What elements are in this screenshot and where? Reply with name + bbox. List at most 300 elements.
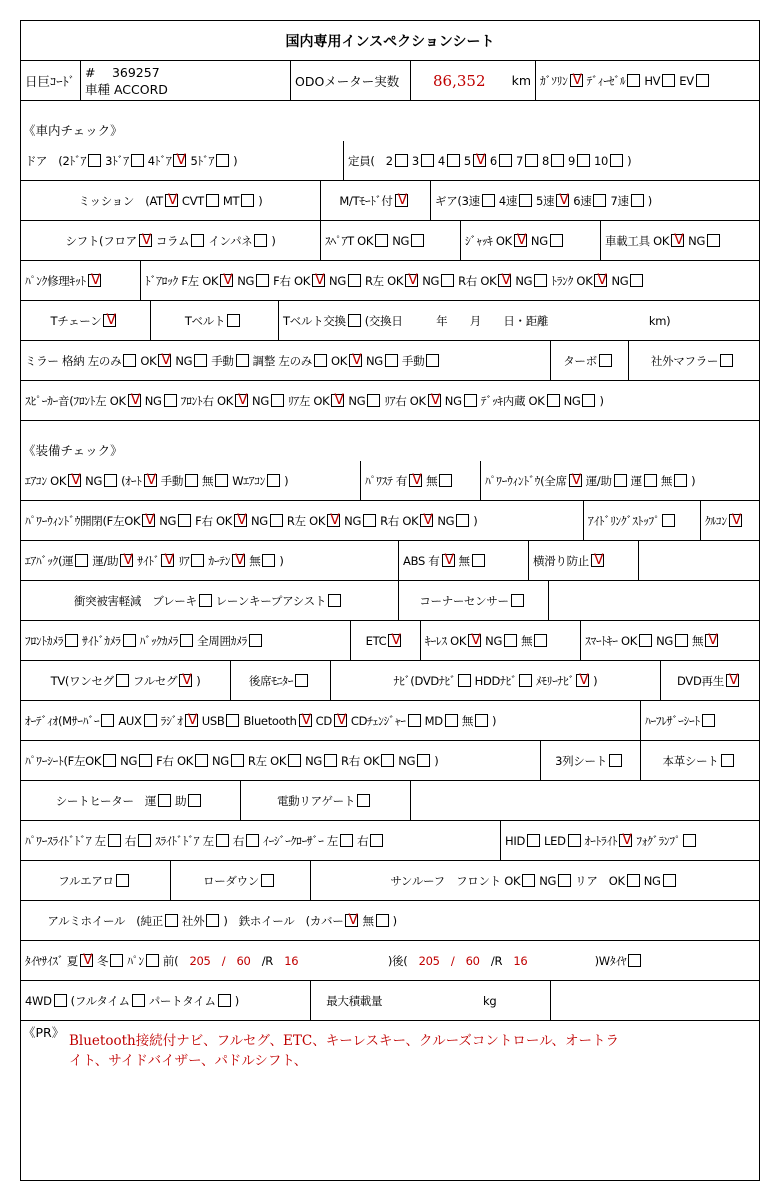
checkbox[interactable] xyxy=(357,794,370,807)
checkbox[interactable] xyxy=(628,954,641,967)
checkbox[interactable] xyxy=(421,154,434,167)
field-label: 8 xyxy=(541,153,549,168)
checkbox[interactable] xyxy=(270,514,283,527)
checkbox[interactable] xyxy=(630,274,643,287)
checkbox[interactable] xyxy=(104,474,117,487)
checkbox[interactable] xyxy=(206,194,219,207)
form-cell xyxy=(21,141,344,180)
checkbox[interactable] xyxy=(522,874,535,887)
checkbox[interactable] xyxy=(534,274,547,287)
field-label: 無 xyxy=(521,633,533,648)
checkbox[interactable] xyxy=(173,154,186,167)
form-cell xyxy=(421,621,581,660)
field-label: NG xyxy=(366,353,383,368)
checkbox[interactable] xyxy=(185,474,198,487)
field-label: ﾒﾓﾘｰﾅﾋﾞ xyxy=(535,673,575,688)
checkbox[interactable] xyxy=(179,674,192,687)
field-label: ) xyxy=(473,513,478,528)
checkbox[interactable] xyxy=(161,554,174,567)
checkbox[interactable] xyxy=(256,274,269,287)
field-label: AUX xyxy=(118,713,142,728)
form-row xyxy=(21,261,759,301)
form-cell xyxy=(21,981,311,1020)
checkbox[interactable] xyxy=(271,394,284,407)
checkbox[interactable] xyxy=(675,634,688,647)
field-label: NG xyxy=(237,273,255,288)
field-label: ﾊｰﾌﾚｻﾞｰｼｰﾄ xyxy=(645,713,700,728)
checkbox[interactable] xyxy=(499,154,512,167)
field-label: ﾌｫｸﾞﾗﾝﾌﾟ xyxy=(636,833,681,848)
checkbox[interactable] xyxy=(139,754,152,767)
field-label: R左 OK xyxy=(286,513,326,528)
field-label: フルエアロ xyxy=(58,873,114,888)
field-label: ｽﾏｰﾄｷｰ OK xyxy=(585,633,638,648)
checkbox[interactable] xyxy=(591,554,604,567)
field-label: F右 OK xyxy=(195,513,232,528)
field-label: ﾌﾛﾝﾄｶﾒﾗ xyxy=(25,633,64,648)
checkbox[interactable] xyxy=(482,194,495,207)
form-cell xyxy=(231,661,331,700)
form-cell xyxy=(661,661,759,700)
checkbox[interactable] xyxy=(729,514,742,527)
checkbox[interactable] xyxy=(420,514,433,527)
checkbox[interactable] xyxy=(165,914,178,927)
fuel-checkbox[interactable] xyxy=(570,74,583,87)
field-label: ) xyxy=(593,673,598,688)
field-label: ｻｲﾄﾞｶﾒﾗ xyxy=(82,633,121,648)
field-label: 手動 xyxy=(160,473,184,488)
checkbox[interactable] xyxy=(288,754,301,767)
field-label: ドア (2ﾄﾞｱ xyxy=(25,153,87,168)
form-cell xyxy=(21,701,641,740)
field-label: ﾊﾟﾜｽﾃ 有 xyxy=(365,473,408,488)
form-row xyxy=(21,621,759,661)
title-row xyxy=(21,21,759,61)
checkbox[interactable] xyxy=(206,914,219,927)
fuel-label: EV xyxy=(679,73,694,88)
tire-size-value: 205 / 60 xyxy=(407,953,491,968)
tire-size-value: 16 xyxy=(273,953,388,968)
checkbox[interactable] xyxy=(295,674,308,687)
form-cell xyxy=(549,581,759,620)
checkbox[interactable] xyxy=(599,354,612,367)
checkbox[interactable] xyxy=(123,634,136,647)
field-label: DVD再生 xyxy=(677,673,724,688)
field-label: ｶｰﾃﾝ xyxy=(208,553,231,568)
checkbox[interactable] xyxy=(314,354,327,367)
form-cell xyxy=(21,501,584,540)
checkbox[interactable] xyxy=(534,634,547,647)
checkbox[interactable] xyxy=(445,714,458,727)
checkbox[interactable] xyxy=(568,834,581,847)
checkbox[interactable] xyxy=(411,234,424,247)
checkbox[interactable] xyxy=(683,834,696,847)
checkbox[interactable] xyxy=(381,754,394,767)
fuel-checkbox[interactable] xyxy=(662,74,675,87)
field-label: Bluetooth xyxy=(243,713,297,728)
field-label: ﾀｲﾔｻｲｽﾞ 夏 xyxy=(25,953,79,968)
checkbox[interactable] xyxy=(395,194,408,207)
field-label: /R xyxy=(490,953,503,968)
form-cell xyxy=(541,741,641,780)
checkbox[interactable] xyxy=(409,474,422,487)
checkbox[interactable] xyxy=(720,354,733,367)
checkbox[interactable] xyxy=(349,354,362,367)
checkbox[interactable] xyxy=(312,274,325,287)
checkbox[interactable] xyxy=(103,754,116,767)
field-label: NG xyxy=(398,753,416,768)
checkbox[interactable] xyxy=(375,234,388,247)
field-label: 手動 xyxy=(211,353,234,368)
tire-size-value: 205 / 60 xyxy=(178,953,262,968)
field-label: シフト(フロア xyxy=(65,233,137,248)
checkbox[interactable] xyxy=(671,234,684,247)
field-label: ﾘｱ左 OK xyxy=(287,393,330,408)
field-label: 無 xyxy=(458,553,470,568)
checkbox[interactable] xyxy=(88,274,101,287)
field-label: ) xyxy=(271,233,276,248)
field-label: NG xyxy=(144,393,162,408)
field-label: R左 OK xyxy=(247,753,287,768)
field-label: NG xyxy=(530,233,548,248)
field-label: 前( xyxy=(162,953,179,968)
checkbox[interactable] xyxy=(120,554,133,567)
checkbox[interactable] xyxy=(428,394,441,407)
checkbox[interactable] xyxy=(405,274,418,287)
checkbox[interactable] xyxy=(614,474,627,487)
checkbox[interactable] xyxy=(519,674,532,687)
checkbox[interactable] xyxy=(408,714,421,727)
checkbox[interactable] xyxy=(367,394,380,407)
checkbox[interactable] xyxy=(558,874,571,887)
checkbox[interactable] xyxy=(609,754,622,767)
checkbox[interactable] xyxy=(128,394,141,407)
checkbox[interactable] xyxy=(594,274,607,287)
field-label: ﾊﾟﾜｰｽﾗｲﾄﾞﾄﾞｱ 左 xyxy=(25,833,106,848)
field-label: NG xyxy=(485,633,503,648)
checkbox[interactable] xyxy=(705,634,718,647)
field-label: 3列シート xyxy=(555,753,607,768)
checkbox[interactable] xyxy=(473,154,486,167)
checkbox[interactable] xyxy=(299,714,312,727)
checkbox[interactable] xyxy=(199,594,212,607)
form-row xyxy=(21,501,759,541)
field-label: 無 xyxy=(362,913,374,928)
field-label: ｸﾙｺﾝ xyxy=(705,513,727,528)
checkbox[interactable] xyxy=(340,834,353,847)
field-label: M/Tﾓｰﾄﾞ付 xyxy=(339,193,393,208)
checkbox[interactable] xyxy=(577,154,590,167)
checkbox[interactable] xyxy=(65,634,78,647)
checkbox[interactable] xyxy=(142,514,155,527)
checkbox[interactable] xyxy=(498,274,511,287)
form-cell xyxy=(21,861,171,900)
checkbox[interactable] xyxy=(75,554,88,567)
field-label: ) xyxy=(627,153,632,168)
checkbox[interactable] xyxy=(178,514,191,527)
checkbox[interactable] xyxy=(220,274,233,287)
checkbox[interactable] xyxy=(551,154,564,167)
form-row xyxy=(21,341,759,381)
field-label: 4 xyxy=(437,153,445,168)
checkbox[interactable] xyxy=(241,194,254,207)
field-label: (ｵｰﾄ xyxy=(121,473,142,488)
checkbox[interactable] xyxy=(123,354,136,367)
checkbox[interactable] xyxy=(324,754,337,767)
checkbox[interactable] xyxy=(370,834,383,847)
checkbox[interactable] xyxy=(215,474,228,487)
form-row xyxy=(21,821,759,861)
checkbox[interactable] xyxy=(110,954,123,967)
form-cell xyxy=(21,181,321,220)
checkbox[interactable] xyxy=(227,314,240,327)
checkbox[interactable] xyxy=(639,634,652,647)
checkbox[interactable] xyxy=(458,674,471,687)
checkbox[interactable] xyxy=(663,874,676,887)
checkbox[interactable] xyxy=(191,554,204,567)
form-cell xyxy=(21,381,759,420)
form-cell xyxy=(311,861,759,900)
checkbox[interactable] xyxy=(376,914,389,927)
checkbox[interactable] xyxy=(525,154,538,167)
checkbox[interactable] xyxy=(262,554,275,567)
checkbox[interactable] xyxy=(519,194,532,207)
field-label: コラム xyxy=(155,233,190,248)
checkbox[interactable] xyxy=(514,234,527,247)
checkbox[interactable] xyxy=(327,514,340,527)
checkbox[interactable] xyxy=(721,754,734,767)
field-label: 右 xyxy=(357,833,369,848)
field-label: 後席ﾓﾆﾀｰ xyxy=(248,673,294,688)
field-label: NG xyxy=(85,473,103,488)
checkbox[interactable] xyxy=(195,754,208,767)
car-model: 車種 ACCORD xyxy=(85,81,168,97)
checkbox[interactable] xyxy=(146,954,159,967)
field-label: ﾊﾟﾝ xyxy=(127,953,144,968)
checkbox[interactable] xyxy=(348,314,361,327)
field-label: シートヒーター 運 xyxy=(55,793,157,808)
form-cell xyxy=(331,661,661,700)
checkbox[interactable] xyxy=(556,194,569,207)
field-label: (フルタイム xyxy=(70,993,130,1008)
field-label: 7速 xyxy=(610,193,629,208)
checkbox[interactable] xyxy=(582,394,595,407)
checkbox[interactable] xyxy=(388,634,401,647)
checkbox[interactable] xyxy=(334,714,347,727)
checkbox[interactable] xyxy=(116,674,129,687)
field-label: R左 OK xyxy=(364,273,404,288)
form-cell xyxy=(21,821,501,860)
checkbox[interactable] xyxy=(249,634,262,647)
field-label: 9 xyxy=(568,153,576,168)
form-cell xyxy=(21,261,141,300)
checkbox[interactable] xyxy=(68,474,81,487)
form-cell xyxy=(629,341,759,380)
form-row xyxy=(21,381,759,421)
form-row xyxy=(21,581,759,621)
checkbox[interactable] xyxy=(441,274,454,287)
field-label: R右 OK xyxy=(341,753,380,768)
checkbox[interactable] xyxy=(131,154,144,167)
checkbox[interactable] xyxy=(191,234,204,247)
field-label: MD xyxy=(424,713,443,728)
checkbox[interactable] xyxy=(80,954,93,967)
checkbox[interactable] xyxy=(707,234,720,247)
odo-label: ODOメーター実数 xyxy=(291,61,411,100)
checkbox[interactable] xyxy=(216,834,229,847)
checkbox[interactable] xyxy=(185,714,198,727)
checkbox[interactable] xyxy=(547,394,560,407)
fuel-checkbox[interactable] xyxy=(696,74,709,87)
form-cell xyxy=(411,781,759,820)
checkbox[interactable] xyxy=(345,914,358,927)
checkbox[interactable] xyxy=(108,834,121,847)
checkbox[interactable] xyxy=(232,554,245,567)
field-label: CDﾁｪﾝｼﾞｬｰ xyxy=(350,713,406,728)
form-cell xyxy=(241,781,411,820)
checkbox[interactable] xyxy=(261,874,274,887)
pr-text: Bluetooth接続付ナビ、フルセグ、ETC、キーレスキー、クルーズコントロール、オートライト、サイドバイザー、パドルシフト、 xyxy=(69,1033,620,1069)
checkbox[interactable] xyxy=(576,674,589,687)
checkbox[interactable] xyxy=(54,994,67,1007)
checkbox[interactable] xyxy=(231,754,244,767)
form-row xyxy=(21,901,759,941)
checkbox[interactable] xyxy=(439,474,452,487)
field-label: ｴｱｺﾝ OK xyxy=(25,473,67,488)
checkbox[interactable] xyxy=(331,394,344,407)
field-label: 衝突被害軽減 ブレーキ xyxy=(73,593,197,608)
checkbox[interactable] xyxy=(139,234,152,247)
checkbox[interactable] xyxy=(88,154,101,167)
checkbox[interactable] xyxy=(569,474,582,487)
checkbox[interactable] xyxy=(254,234,267,247)
field-label: ) xyxy=(647,193,652,208)
checkbox[interactable] xyxy=(456,514,469,527)
checkbox[interactable] xyxy=(132,994,145,1007)
checkbox[interactable] xyxy=(101,714,114,727)
checkbox[interactable] xyxy=(627,874,640,887)
checkbox[interactable] xyxy=(246,834,259,847)
checkbox[interactable] xyxy=(426,354,439,367)
checkbox[interactable] xyxy=(504,634,517,647)
field-label: NG xyxy=(515,273,533,288)
field-label: NG xyxy=(437,513,455,528)
checkbox[interactable] xyxy=(218,994,231,1007)
form-cell xyxy=(21,741,541,780)
field-label: ETC xyxy=(365,633,387,648)
checkbox[interactable] xyxy=(619,834,632,847)
checkbox[interactable] xyxy=(417,754,430,767)
form-row xyxy=(21,781,759,821)
checkbox[interactable] xyxy=(442,554,455,567)
checkbox[interactable] xyxy=(236,354,249,367)
field-label: )Wﾀｲﾔ xyxy=(594,953,627,968)
field-label: TV(ワンセグ xyxy=(50,673,114,688)
field-label: 無 xyxy=(461,713,474,728)
checkbox[interactable] xyxy=(180,634,193,647)
checkbox[interactable] xyxy=(511,594,524,607)
checkbox[interactable] xyxy=(674,474,687,487)
field-label: コーナーセンサー xyxy=(419,593,509,608)
checkbox[interactable] xyxy=(464,394,477,407)
checkbox[interactable] xyxy=(165,194,178,207)
field-label: OK xyxy=(140,353,157,368)
field-label: ) 鉄ホイール (カバー xyxy=(223,913,344,928)
checkbox[interactable] xyxy=(267,474,280,487)
checkbox[interactable] xyxy=(475,714,488,727)
checkbox[interactable] xyxy=(395,154,408,167)
field-label: 本革シート xyxy=(662,753,719,768)
checkbox[interactable] xyxy=(385,354,398,367)
fuel-type xyxy=(536,61,759,100)
checkbox[interactable] xyxy=(468,634,481,647)
checkbox[interactable] xyxy=(726,674,739,687)
checkbox[interactable] xyxy=(234,514,247,527)
checkbox[interactable] xyxy=(472,554,485,567)
checkbox[interactable] xyxy=(194,354,207,367)
checkbox[interactable] xyxy=(702,714,715,727)
field-label: 冬 xyxy=(97,953,109,968)
checkbox[interactable] xyxy=(116,874,129,887)
form-cell xyxy=(461,221,601,260)
checkbox[interactable] xyxy=(216,154,229,167)
checkbox[interactable] xyxy=(447,154,460,167)
checkbox[interactable] xyxy=(103,314,116,327)
field-label: 手動 xyxy=(401,353,425,368)
checkbox[interactable] xyxy=(144,474,157,487)
stock-cell xyxy=(81,61,291,100)
checkbox[interactable] xyxy=(235,394,248,407)
checkbox[interactable] xyxy=(644,474,657,487)
field-label: 4ﾄﾞｱ xyxy=(147,153,172,168)
fuel-checkbox[interactable] xyxy=(627,74,640,87)
field-label: HDDﾅﾋﾞ xyxy=(474,673,517,688)
checkbox[interactable] xyxy=(631,194,644,207)
checkbox[interactable] xyxy=(550,234,563,247)
field-label: ｴｱﾊﾞｯｸ(運 xyxy=(25,553,74,568)
form-row xyxy=(21,141,759,181)
checkbox[interactable] xyxy=(226,714,239,727)
form-row xyxy=(21,181,759,221)
field-label: フルセグ xyxy=(132,673,178,688)
field-label: パートタイム xyxy=(148,993,216,1008)
form-row xyxy=(21,941,759,981)
field-label: ﾊﾟﾜｰｳｨﾝﾄﾞｳ開閉(F左OK xyxy=(25,513,141,528)
field-label: R右 OK xyxy=(458,273,497,288)
checkbox[interactable] xyxy=(328,594,341,607)
form-cell xyxy=(21,661,231,700)
checkbox[interactable] xyxy=(348,274,361,287)
code-label: 日巨ｺｰﾄﾞ xyxy=(21,61,81,100)
checkbox[interactable] xyxy=(363,514,376,527)
checkbox[interactable] xyxy=(144,714,157,727)
checkbox[interactable] xyxy=(610,154,623,167)
checkbox[interactable] xyxy=(138,834,151,847)
field-label: ﾃﾞｯｷ内蔵 OK xyxy=(480,393,545,408)
tire-size-value: 16 xyxy=(502,953,595,968)
checkbox[interactable] xyxy=(158,794,171,807)
checkbox[interactable] xyxy=(593,194,606,207)
checkbox[interactable] xyxy=(527,834,540,847)
checkbox[interactable] xyxy=(662,514,675,527)
checkbox[interactable] xyxy=(158,354,171,367)
form-cell xyxy=(21,341,551,380)
form-cell xyxy=(21,461,361,500)
field-label: リア OK xyxy=(575,873,625,888)
checkbox[interactable] xyxy=(164,394,177,407)
field-label: CD xyxy=(315,713,332,728)
checkbox[interactable] xyxy=(188,794,201,807)
